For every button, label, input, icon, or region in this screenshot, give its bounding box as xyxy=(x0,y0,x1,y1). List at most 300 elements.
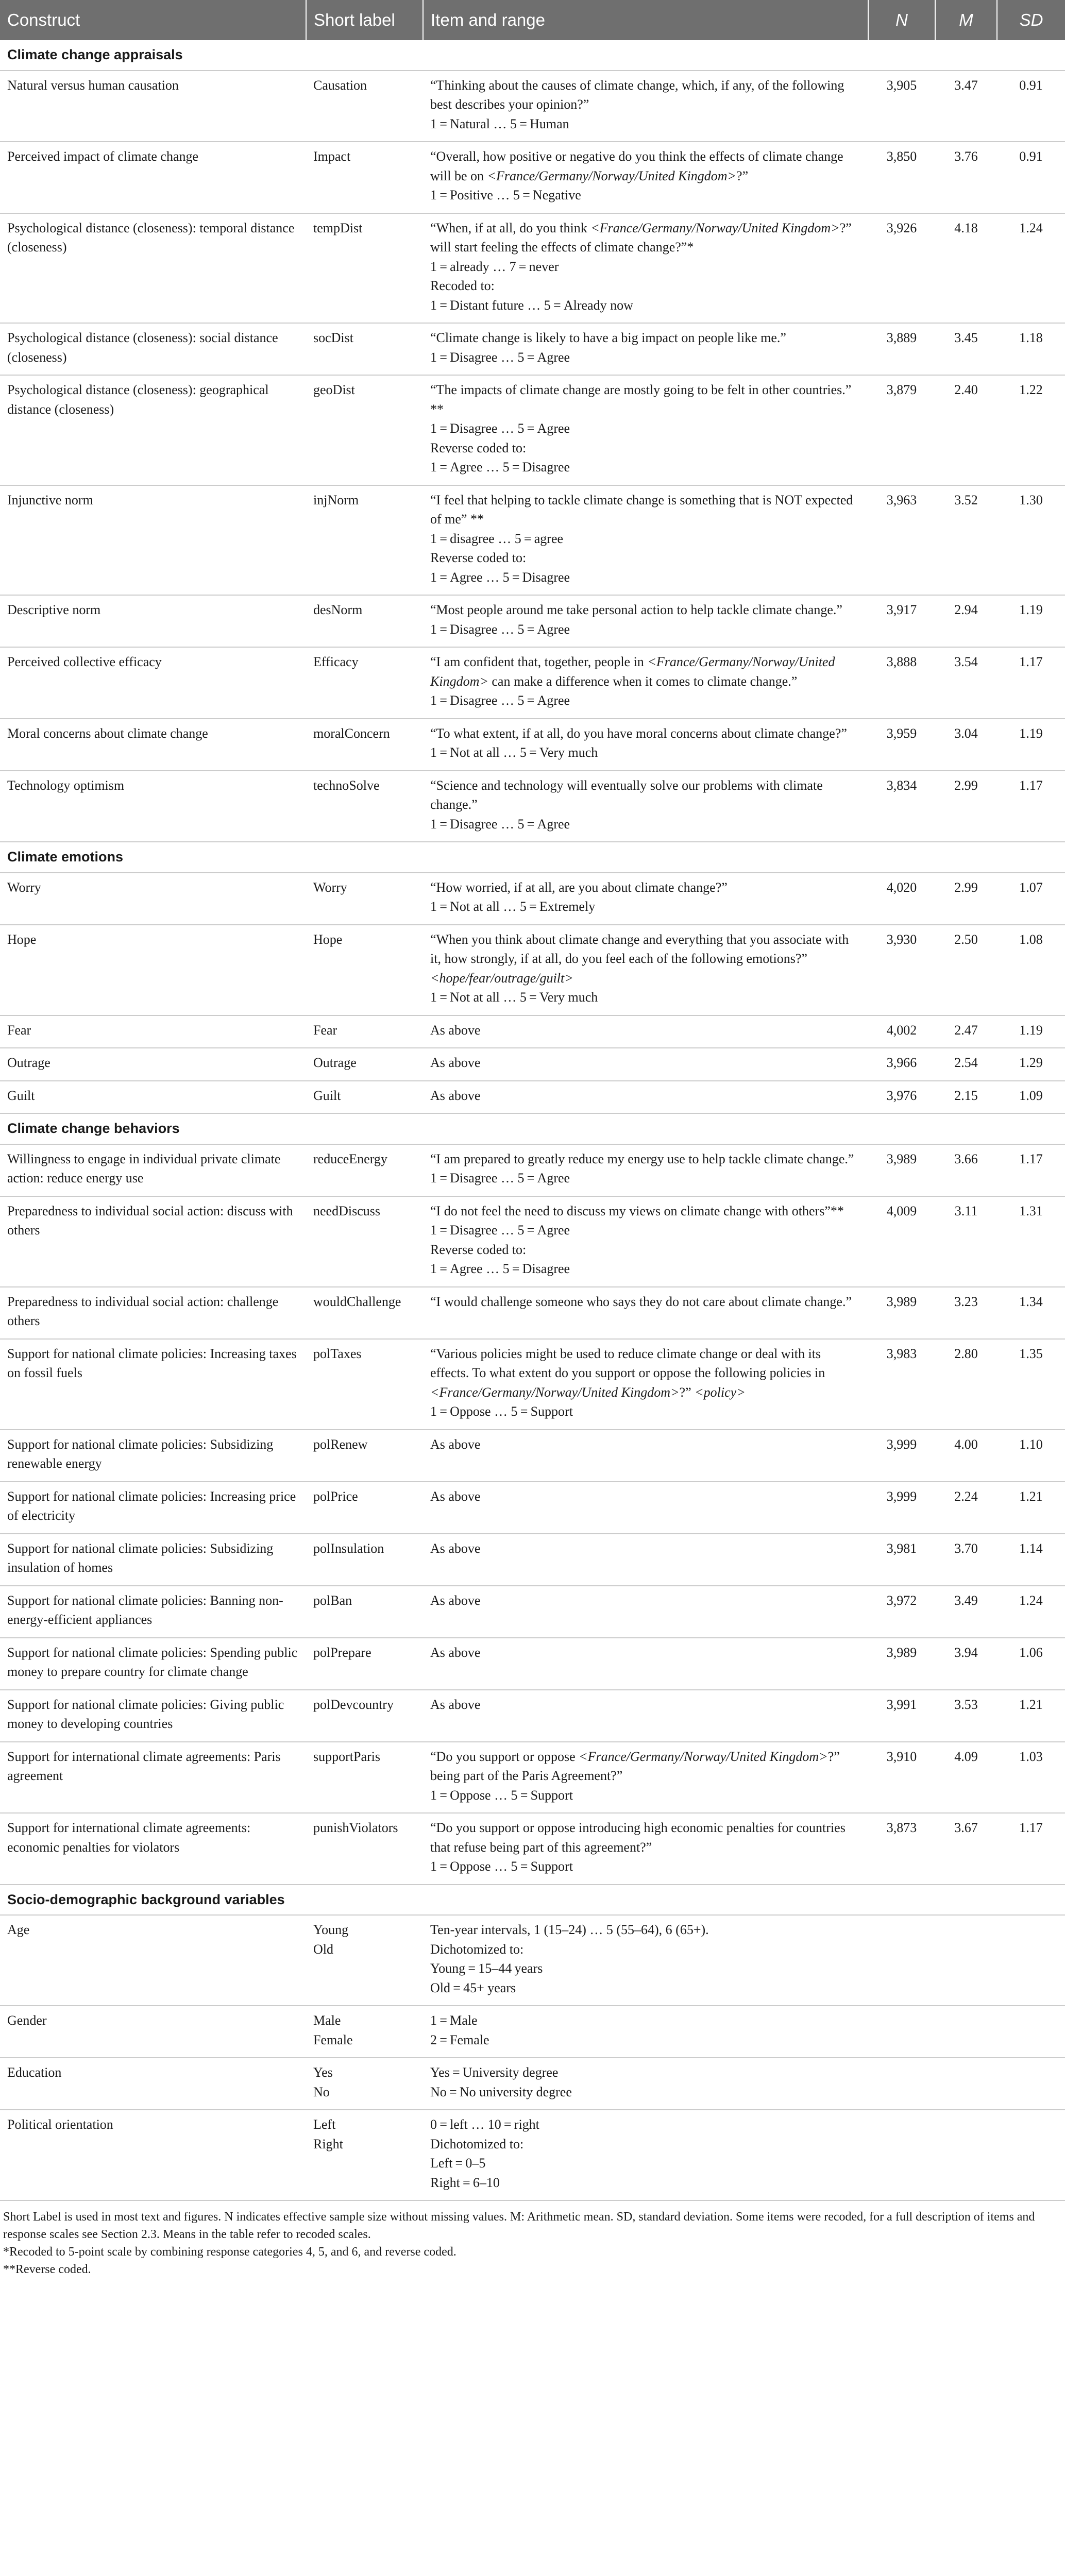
short-label-line: Old xyxy=(313,1941,333,1957)
cell-item-range xyxy=(423,1287,868,1339)
cell-m: 2.50 xyxy=(935,925,997,1015)
table-row xyxy=(0,2058,1065,2110)
table-row xyxy=(0,771,1065,842)
cell-short-label: Worry xyxy=(306,873,423,925)
note-single-asterisk: *Recoded to 5-point scale by combining response categories 4, 5, and 6, and reverse coded. xyxy=(3,2245,457,2259)
cell-item-range xyxy=(423,1813,868,1885)
item-line: As above xyxy=(430,1022,481,1038)
cell-short-label xyxy=(306,1915,423,2006)
table-row xyxy=(0,71,1065,142)
item-line: Dichotomized to: xyxy=(430,2136,524,2151)
cell-n: 3,959 xyxy=(868,719,935,771)
cell-short-label: Fear xyxy=(306,1015,423,1048)
item-line: “Climate change is likely to have a big impact on people like me.” xyxy=(430,330,786,345)
item-line: Young = 15–44 years xyxy=(430,1961,543,1976)
item-line: 1 = disagree … 5 = agree xyxy=(430,531,564,546)
cell-n: 3,999 xyxy=(868,1430,935,1482)
cell-sd: 1.03 xyxy=(997,1742,1065,1814)
cell-short-label: technoSolve xyxy=(306,771,423,842)
item-line: 1 = Agree … 5 = Disagree xyxy=(430,1261,570,1276)
table-row xyxy=(0,1915,1065,2006)
header-n: N xyxy=(868,0,935,40)
cell-construct: Support for national climate policies: Increasing price of electricity xyxy=(0,1482,306,1534)
cell-m: 3.04 xyxy=(935,719,997,771)
cell-m: 2.99 xyxy=(935,771,997,842)
header-m: M xyxy=(935,0,997,40)
item-line: As above xyxy=(430,1645,481,1660)
cell-sd: 1.10 xyxy=(997,1430,1065,1482)
section-row xyxy=(0,40,1065,71)
table-row xyxy=(0,595,1065,647)
cell-construct: Guilt xyxy=(0,1081,306,1114)
placeholder-text: <France/Germany/Norway/United Kingdom> xyxy=(430,1384,680,1400)
cell-sd: 1.35 xyxy=(997,1339,1065,1430)
cell-item-range xyxy=(423,1339,868,1430)
item-line: “When you think about climate change and everything that you associate with it, how strongly, if at all, do you feel each of the following emotions?” <hope/fear/outrage/guilt> xyxy=(430,931,849,986)
table-row xyxy=(0,213,1065,324)
cell-n: 4,002 xyxy=(868,1015,935,1048)
cell-m: 2.80 xyxy=(935,1339,997,1430)
cell-sd: 1.24 xyxy=(997,1586,1065,1638)
cell-item-range xyxy=(423,323,868,375)
item-line: “Do you support or oppose introducing high economic penalties for countries that refuse being part of this agreement?” xyxy=(430,1820,846,1855)
cell-item-range xyxy=(423,1586,868,1638)
cell-n: 3,972 xyxy=(868,1586,935,1638)
item-line: 1 = Not at all … 5 = Very much xyxy=(430,745,598,760)
cell-m: 3.66 xyxy=(935,1144,997,1196)
cell-m: 4.09 xyxy=(935,1742,997,1814)
cell-m: 3.70 xyxy=(935,1534,997,1586)
cell-short-label: needDiscuss xyxy=(306,1196,423,1287)
cell-item-range xyxy=(423,647,868,719)
cell-m: 3.67 xyxy=(935,1813,997,1885)
cell-construct: Injunctive norm xyxy=(0,485,306,596)
cell-n: 3,926 xyxy=(868,213,935,324)
item-line: Reverse coded to: xyxy=(430,550,527,565)
item-line: 1 = Agree … 5 = Disagree xyxy=(430,569,570,585)
cell-n: 3,989 xyxy=(868,1638,935,1690)
table-row xyxy=(0,1690,1065,1742)
cell-m: 2.94 xyxy=(935,595,997,647)
item-line: Reverse coded to: xyxy=(430,1242,527,1257)
cell-short-label: polInsulation xyxy=(306,1534,423,1586)
cell-sd xyxy=(997,2058,1065,2110)
table-notes xyxy=(0,2201,1065,2278)
table-row xyxy=(0,1015,1065,1048)
cell-n: 3,981 xyxy=(868,1534,935,1586)
cell-item-range xyxy=(423,1144,868,1196)
cell-sd: 1.24 xyxy=(997,213,1065,324)
cell-sd: 1.17 xyxy=(997,1144,1065,1196)
item-line: “The impacts of climate change are mostly going to be felt in other countries.” ** xyxy=(430,382,852,417)
placeholder-text: <policy> xyxy=(695,1384,746,1400)
cell-m xyxy=(935,2058,997,2110)
item-line: “Thinking about the causes of climate change, which, if any, of the following best describes your opinion?” xyxy=(430,77,844,112)
cell-short-label: Hope xyxy=(306,925,423,1015)
short-label-line: Young xyxy=(313,1922,349,1937)
cell-short-label: socDist xyxy=(306,323,423,375)
cell-item-range xyxy=(423,1534,868,1586)
cell-construct: Moral concerns about climate change xyxy=(0,719,306,771)
cell-short-label: desNorm xyxy=(306,595,423,647)
cell-m: 3.52 xyxy=(935,485,997,596)
table-row xyxy=(0,323,1065,375)
table-row xyxy=(0,2110,1065,2200)
cell-short-label: polBan xyxy=(306,1586,423,1638)
cell-m: 4.18 xyxy=(935,213,997,324)
item-line: “Most people around me take personal action to help tackle climate change.” xyxy=(430,602,842,617)
cell-sd: 1.22 xyxy=(997,375,1065,485)
placeholder-text: <France/Germany/Norway/United Kingdom> xyxy=(487,168,737,183)
short-label-line: No xyxy=(313,2084,330,2099)
cell-item-range xyxy=(423,873,868,925)
table-body xyxy=(0,40,1065,2200)
table-header xyxy=(0,0,1065,40)
item-line: “Science and technology will eventually solve our problems with climate change.” xyxy=(430,777,823,812)
table-row xyxy=(0,647,1065,719)
cell-short-label: Efficacy xyxy=(306,647,423,719)
cell-m: 2.54 xyxy=(935,1048,997,1081)
item-line: 1 = Agree … 5 = Disagree xyxy=(430,460,570,474)
cell-construct: Support for national climate policies: Increasing taxes on fossil fuels xyxy=(0,1339,306,1430)
cell-construct: Support for national climate policies: Subsidizing renewable energy xyxy=(0,1430,306,1482)
table-row xyxy=(0,719,1065,771)
short-label-line: Yes xyxy=(313,2065,333,2080)
cell-short-label: polPrepare xyxy=(306,1638,423,1690)
cell-sd: 1.31 xyxy=(997,1196,1065,1287)
item-line: 1 = Disagree … 5 = Agree xyxy=(430,816,570,832)
cell-item-range xyxy=(423,771,868,842)
cell-m: 2.15 xyxy=(935,1081,997,1114)
item-line: 1 = Disagree … 5 = Agree xyxy=(430,349,570,365)
item-line: 1 = Disagree … 5 = Agree xyxy=(430,1223,570,1238)
cell-short-label: punishViolators xyxy=(306,1813,423,1885)
table-row xyxy=(0,1339,1065,1430)
item-line: Right = 6–10 xyxy=(430,2175,500,2190)
cell-item-range xyxy=(423,71,868,142)
item-line: “When, if at all, do you think <France/Germany/Norway/United Kingdom>?” will start feeling the effects of climate change?”* xyxy=(430,220,852,255)
placeholder-text: <hope/fear/outrage/guilt> xyxy=(430,970,573,986)
item-line: 1 = Disagree … 5 = Agree xyxy=(430,693,570,708)
cell-item-range xyxy=(423,719,868,771)
cell-short-label xyxy=(306,2006,423,2058)
item-line: As above xyxy=(430,1436,481,1452)
section-row xyxy=(0,1885,1065,1916)
note-general: Short Label is used in most text and figures. N indicates effective sample size without missing values. M: Arithmetic mean. SD, standard deviation. Some items were recoded, for a full description of items and response scales see Section 2.3. Means in the table refer to recoded scales. xyxy=(3,2210,1035,2241)
item-line: “I do not feel the need to discuss my views on climate change with others”** xyxy=(430,1203,844,1218)
cell-item-range xyxy=(423,925,868,1015)
header-sd: SD xyxy=(997,0,1065,40)
cell-sd: 1.09 xyxy=(997,1081,1065,1114)
cell-sd: 1.30 xyxy=(997,485,1065,596)
cell-sd: 1.21 xyxy=(997,1482,1065,1534)
cell-construct: Perceived impact of climate change xyxy=(0,142,306,213)
cell-n: 3,989 xyxy=(868,1287,935,1339)
short-label-line: Female xyxy=(313,2032,353,2047)
cell-construct: Support for international climate agreements: Paris agreement xyxy=(0,1742,306,1814)
cell-sd: 1.21 xyxy=(997,1690,1065,1742)
item-line: 1 = Disagree … 5 = Agree xyxy=(430,621,570,637)
cell-construct: Descriptive norm xyxy=(0,595,306,647)
placeholder-text: <France/Germany/Norway/United Kingdom> xyxy=(590,220,840,235)
cell-sd: 1.17 xyxy=(997,1813,1065,1885)
table-row xyxy=(0,1482,1065,1534)
cell-m: 4.00 xyxy=(935,1430,997,1482)
cell-construct: Perceived collective efficacy xyxy=(0,647,306,719)
cell-construct: Preparedness to individual social action: discuss with others xyxy=(0,1196,306,1287)
table-row xyxy=(0,925,1065,1015)
cell-m: 3.11 xyxy=(935,1196,997,1287)
cell-m: 3.76 xyxy=(935,142,997,213)
item-line: 1 = Disagree … 5 = Agree xyxy=(430,421,570,436)
item-line: Reverse coded to: xyxy=(430,440,527,455)
table-row xyxy=(0,1430,1065,1482)
cell-construct: Support for national climate policies: Subsidizing insulation of homes xyxy=(0,1534,306,1586)
item-line: Old = 45+ years xyxy=(430,1980,516,1995)
cell-short-label: Outrage xyxy=(306,1048,423,1081)
cell-short-label: tempDist xyxy=(306,213,423,324)
cell-item-range xyxy=(423,1690,868,1742)
short-label-line: Male xyxy=(313,2013,341,2028)
cell-sd: 1.14 xyxy=(997,1534,1065,1586)
cell-n xyxy=(868,2058,935,2110)
item-line: “I am confident that, together, people in <France/Germany/Norway/United Kingdom> can make a difference when it comes to climate change.” xyxy=(430,654,835,689)
cell-construct: Support for international climate agreements: economic penalties for violators xyxy=(0,1813,306,1885)
item-line: “Various policies might be used to reduce climate change or deal with its effects. To what extent do you support or oppose the following policies in <France/Germany/Norway/United Kingdom>?” <policy> xyxy=(430,1346,825,1400)
cell-n: 3,917 xyxy=(868,595,935,647)
cell-item-range xyxy=(423,485,868,596)
placeholder-text: <France/Germany/Norway/United Kingdom> xyxy=(579,1749,828,1764)
table-row xyxy=(0,1048,1065,1081)
cell-construct: Political orientation xyxy=(0,2110,306,2200)
cell-construct: Gender xyxy=(0,2006,306,2058)
section-title: Climate change behaviors xyxy=(0,1113,1065,1144)
cell-m: 2.40 xyxy=(935,375,997,485)
table-row xyxy=(0,485,1065,596)
cell-item-range xyxy=(423,2110,868,2200)
cell-m: 2.47 xyxy=(935,1015,997,1048)
cell-construct: Education xyxy=(0,2058,306,2110)
cell-n: 3,991 xyxy=(868,1690,935,1742)
item-line: As above xyxy=(430,1592,481,1608)
cell-m: 3.54 xyxy=(935,647,997,719)
cell-short-label: polPrice xyxy=(306,1482,423,1534)
cell-n xyxy=(868,2006,935,2058)
cell-sd: 0.91 xyxy=(997,142,1065,213)
placeholder-text: <France/Germany/Norway/United Kingdom> xyxy=(430,654,835,689)
cell-m: 3.53 xyxy=(935,1690,997,1742)
table-row xyxy=(0,1813,1065,1885)
section-row xyxy=(0,842,1065,873)
cell-sd: 1.08 xyxy=(997,925,1065,1015)
item-line: “How worried, if at all, are you about climate change?” xyxy=(430,879,728,895)
item-line: As above xyxy=(430,1697,481,1712)
cell-sd xyxy=(997,1915,1065,2006)
cell-item-range xyxy=(423,1430,868,1482)
cell-sd: 1.07 xyxy=(997,873,1065,925)
cell-item-range xyxy=(423,2058,868,2110)
cell-sd: 1.19 xyxy=(997,1015,1065,1048)
table-row xyxy=(0,142,1065,213)
item-line: 1 = Positive … 5 = Negative xyxy=(430,188,581,202)
section-title: Climate emotions xyxy=(0,842,1065,873)
header-construct: Construct xyxy=(0,0,306,40)
cell-sd: 1.29 xyxy=(997,1048,1065,1081)
cell-item-range xyxy=(423,375,868,485)
cell-item-range xyxy=(423,1915,868,2006)
item-line: 1 = Not at all … 5 = Extremely xyxy=(430,899,596,914)
cell-short-label: polDevcountry xyxy=(306,1690,423,1742)
cell-construct: Worry xyxy=(0,873,306,925)
cell-short-label: moralConcern xyxy=(306,719,423,771)
item-line: “I feel that helping to tackle climate change is something that is NOT expected of me” ** xyxy=(430,492,853,527)
table-row xyxy=(0,1638,1065,1690)
cell-construct: Willingness to engage in individual private climate action: reduce energy use xyxy=(0,1144,306,1196)
cell-n: 3,873 xyxy=(868,1813,935,1885)
cell-item-range xyxy=(423,595,868,647)
table-row xyxy=(0,1081,1065,1114)
cell-construct: Natural versus human causation xyxy=(0,71,306,142)
cell-n: 4,009 xyxy=(868,1196,935,1287)
cell-short-label: Guilt xyxy=(306,1081,423,1114)
cell-n: 3,930 xyxy=(868,925,935,1015)
cell-item-range xyxy=(423,213,868,324)
cell-item-range xyxy=(423,1015,868,1048)
cell-short-label: supportParis xyxy=(306,1742,423,1814)
item-line: “I would challenge someone who says they do not care about climate change.” xyxy=(430,1294,852,1309)
cell-m xyxy=(935,2006,997,2058)
item-line: 1 = Oppose … 5 = Support xyxy=(430,1787,573,1803)
cell-construct: Fear xyxy=(0,1015,306,1048)
cell-n: 4,020 xyxy=(868,873,935,925)
table-row xyxy=(0,1144,1065,1196)
cell-short-label xyxy=(306,2110,423,2200)
cell-construct: Support for national climate policies: Spending public money to prepare country for climate change xyxy=(0,1638,306,1690)
cell-n xyxy=(868,1915,935,2006)
table-row xyxy=(0,2006,1065,2058)
cell-n: 3,910 xyxy=(868,1742,935,1814)
cell-item-range xyxy=(423,1048,868,1081)
item-line: 1 = already … 7 = never xyxy=(430,259,559,274)
item-line: 1 = Oppose … 5 = Support xyxy=(430,1404,573,1419)
cell-construct: Preparedness to individual social action: challenge others xyxy=(0,1287,306,1339)
cell-sd: 1.17 xyxy=(997,647,1065,719)
cell-item-range xyxy=(423,1638,868,1690)
cell-construct: Psychological distance (closeness): social distance (closeness) xyxy=(0,323,306,375)
cell-n: 3,983 xyxy=(868,1339,935,1430)
cell-n: 3,976 xyxy=(868,1081,935,1114)
cell-sd: 1.19 xyxy=(997,595,1065,647)
cell-item-range xyxy=(423,1482,868,1534)
item-line: Recoded to: xyxy=(430,278,495,293)
item-line: Yes = University degree xyxy=(430,2065,559,2080)
cell-construct: Psychological distance (closeness): geographical distance (closeness) xyxy=(0,375,306,485)
item-line: Ten-year intervals, 1 (15–24) … 5 (55–64), 6 (65+). xyxy=(430,1922,709,1937)
cell-short-label: injNorm xyxy=(306,485,423,596)
item-line: Left = 0–5 xyxy=(430,2156,486,2171)
cell-sd: 1.19 xyxy=(997,719,1065,771)
item-line: 1 = Natural … 5 = Human xyxy=(430,116,569,131)
cell-m xyxy=(935,2110,997,2200)
cell-item-range xyxy=(423,1742,868,1814)
item-line: “To what extent, if at all, do you have moral concerns about climate change?” xyxy=(430,725,847,741)
cell-sd: 1.18 xyxy=(997,323,1065,375)
table-row xyxy=(0,375,1065,485)
cell-item-range xyxy=(423,1196,868,1287)
cell-construct: Technology optimism xyxy=(0,771,306,842)
header-row xyxy=(0,0,1065,40)
table-row xyxy=(0,873,1065,925)
cell-n: 3,989 xyxy=(868,1144,935,1196)
cell-construct: Support for national climate policies: Giving public money to developing countries xyxy=(0,1690,306,1742)
cell-sd xyxy=(997,2110,1065,2200)
cell-sd: 1.34 xyxy=(997,1287,1065,1339)
table-row xyxy=(0,1534,1065,1586)
cell-short-label: reduceEnergy xyxy=(306,1144,423,1196)
item-line: 1 = Not at all … 5 = Very much xyxy=(430,990,598,1005)
item-line: 2 = Female xyxy=(430,2032,489,2047)
cell-m: 3.47 xyxy=(935,71,997,142)
table-row xyxy=(0,1287,1065,1339)
item-line: Dichotomized to: xyxy=(430,1941,524,1957)
cell-n: 3,999 xyxy=(868,1482,935,1534)
cell-sd: 1.06 xyxy=(997,1638,1065,1690)
section-row xyxy=(0,1113,1065,1144)
item-line: 1 = Distant future … 5 = Already now xyxy=(430,297,633,313)
item-line: 1 = Disagree … 5 = Agree xyxy=(430,1171,570,1185)
cell-construct: Age xyxy=(0,1915,306,2006)
cell-sd xyxy=(997,2006,1065,2058)
item-line: “Do you support or oppose <France/Germany/Norway/United Kingdom>?” being part of the Paris Agreement?” xyxy=(430,1749,840,1783)
cell-m: 3.45 xyxy=(935,323,997,375)
cell-short-label: Causation xyxy=(306,71,423,142)
header-short-label: Short label xyxy=(306,0,423,40)
cell-short-label: geoDist xyxy=(306,375,423,485)
cell-sd: 0.91 xyxy=(997,71,1065,142)
cell-m: 2.24 xyxy=(935,1482,997,1534)
section-title: Socio-demographic background variables xyxy=(0,1885,1065,1916)
cell-construct: Support for national climate policies: Banning non-energy-efficient appliances xyxy=(0,1586,306,1638)
cell-m xyxy=(935,1915,997,2006)
cell-m: 3.49 xyxy=(935,1586,997,1638)
item-line: “I am prepared to greatly reduce my energy use to help tackle climate change.” xyxy=(430,1151,854,1166)
cell-n: 3,879 xyxy=(868,375,935,485)
cell-item-range xyxy=(423,1081,868,1114)
section-title: Climate change appraisals xyxy=(0,40,1065,71)
item-line: As above xyxy=(430,1055,481,1070)
cell-n xyxy=(868,2110,935,2200)
cell-m: 3.23 xyxy=(935,1287,997,1339)
item-line: “Overall, how positive or negative do you think the effects of climate change will be on <France/Germany/Norway/United Kingdom>?” xyxy=(430,149,843,183)
cell-item-range xyxy=(423,2006,868,2058)
cell-short-label: Impact xyxy=(306,142,423,213)
cell-n: 3,963 xyxy=(868,485,935,596)
item-line: As above xyxy=(430,1540,481,1556)
cell-m: 3.94 xyxy=(935,1638,997,1690)
cell-n: 3,889 xyxy=(868,323,935,375)
item-line: 1 = Oppose … 5 = Support xyxy=(430,1859,573,1874)
cell-construct: Hope xyxy=(0,925,306,1015)
cell-short-label: wouldChallenge xyxy=(306,1287,423,1339)
short-label-line: Left xyxy=(313,2117,336,2132)
short-label-line: Right xyxy=(313,2136,343,2151)
header-item-range: Item and range xyxy=(423,0,868,40)
cell-short-label: polRenew xyxy=(306,1430,423,1482)
cell-construct: Psychological distance (closeness): temporal distance (closeness) xyxy=(0,213,306,324)
item-line: No = No university degree xyxy=(430,2084,572,2099)
table-row xyxy=(0,1742,1065,1814)
cell-n: 3,888 xyxy=(868,647,935,719)
